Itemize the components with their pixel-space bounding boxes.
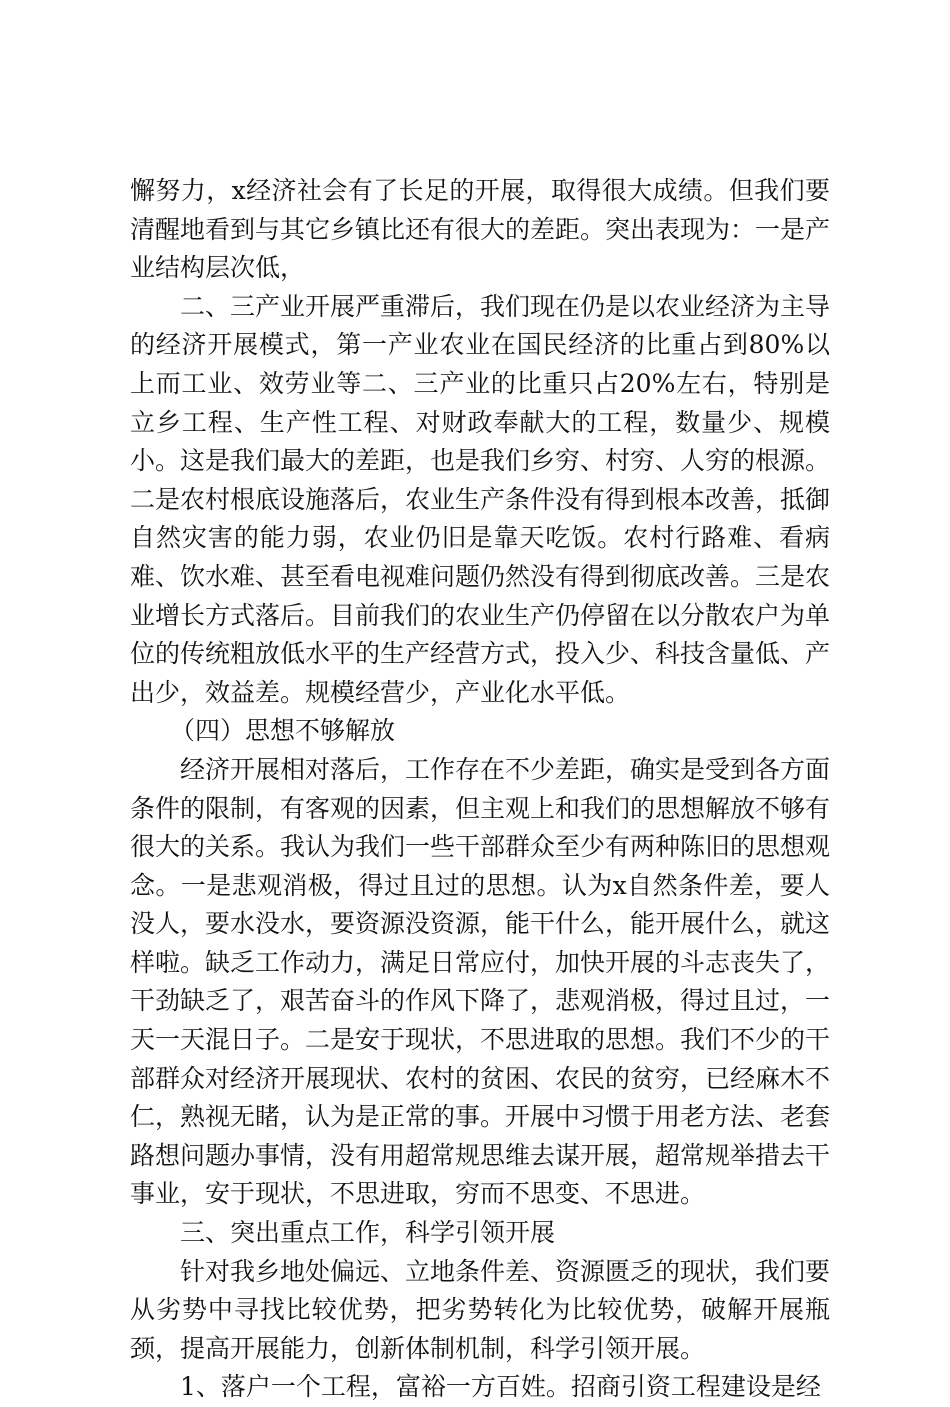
- paragraph-2: 二、三产业开展严重滞后，我们现在仍是以农业经济为主导的经济开展模式，第一产业农业在国民经济的比重占到80%以上而工业、效劳业等二、三产业的比重只占20%左右，特别是立乡工程、生产性工程、对财政奉献大的工程，数量少、规模小。这是我们最大的差距，也是我们乡穷、村穷、人穷的根源。二是农村根底设施落后，农业生产条件没有得到根本改善，抵御自然灾害的能力弱，农业仍旧是靠天吃饭。农村行路难、看病难、饮水难、甚至看电视难问题仍然没有得到彻底改善。三是农业增长方式落后。目前我们的农业生产仍停留在以分散农户为单位的传统粗放低水平的生产经营方式，投入少、科技含量低、产出少，效益差。规模经营少，产业化水平低。: [130, 291, 831, 707]
- paragraph-3: 经济开展相对落后，工作存在不少差距，确实是受到各方面条件的限制，有客观的因素，但主观上和我们的思想解放不够有很大的关系。我认为我们一些干部群众至少有两种陈旧的思想观念。一是悲观消极，得过且过的思想。认为x自然条件差，要人没人，要水没水，要资源没资源，能干什么，能开展什么，就这样啦。缺乏工作动力，满足日常应付，加快开展的斗志丧失了，干劲缺乏了，艰苦奋斗的作风下降了，悲观消极，得过且过，一天一天混日子。二是安于现状，不思进取的思想。我们不少的干部群众对经济开展现状、农村的贫困、农民的贫穷，已经麻木不仁，熟视无睹，认为是正常的事。开展中习惯于用老方法、老套路想问题办事情，没有用超常规思维去谋开展，超常规举措去干事业，安于现状，不思进取，穷而不思变、不思进。: [130, 754, 831, 1209]
- paragraph-1: 懈努力，x经济社会有了长足的开展，取得很大成绩。但我们要清醒地看到与其它乡镇比还有很大的差距。突出表现为：一是产业结构层次低，: [130, 176, 831, 283]
- section-heading-4: （四）思想不够解放: [170, 716, 396, 746]
- section-heading-3: 三、突出重点工作，科学引领开展: [180, 1218, 556, 1248]
- paragraph-4: 针对我乡地处偏远、立地条件差、资源匮乏的现状，我们要从劣势中寻找比较优势，把劣势转化为比较优势，破解开展瓶颈，提高开展能力，创新体制机制，科学引领开展。: [130, 1256, 831, 1363]
- document-body: [130, 172, 830, 1407]
- paragraph-5: 1、落户一个工程，富裕一方百姓。招商引资工程建设是经: [180, 1372, 821, 1402]
